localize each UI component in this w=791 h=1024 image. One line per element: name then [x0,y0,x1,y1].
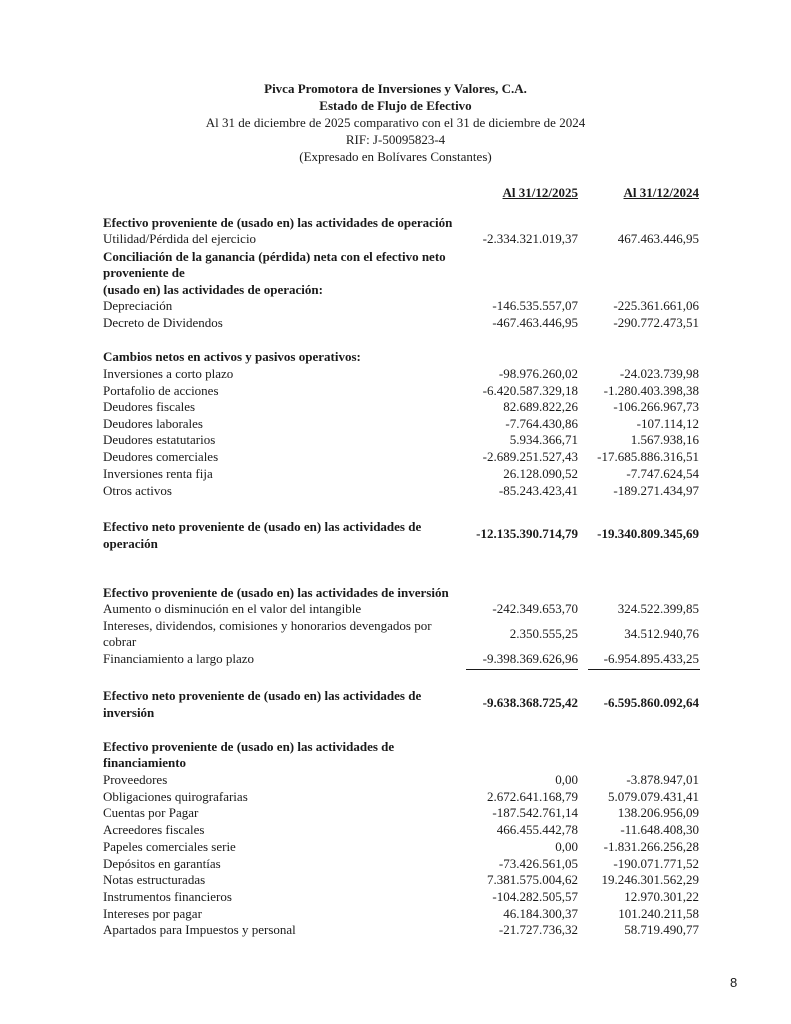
statement-title: Estado de Flujo de Efectivo [319,98,472,113]
subtotal-underline-2024 [588,669,700,670]
rif-number: RIF: J-50095823-4 [345,132,446,147]
subtotal-underline-2025 [466,669,578,670]
currency-note: (Expresado en Bolívares Constantes) [299,149,492,164]
statement-period: Al 31 de diciembre de 2025 comparativo con el 31 de diciembre de 2024 [205,115,586,130]
column-header-2025: Al 31/12/2025 [502,185,578,200]
page-number: 8 [730,975,738,990]
statement-header [0,80,791,165]
column-header-2024: Al 31/12/2024 [623,185,699,200]
company-name: Pivca Promotora de Inversiones y Valores, C.A. [264,81,527,96]
